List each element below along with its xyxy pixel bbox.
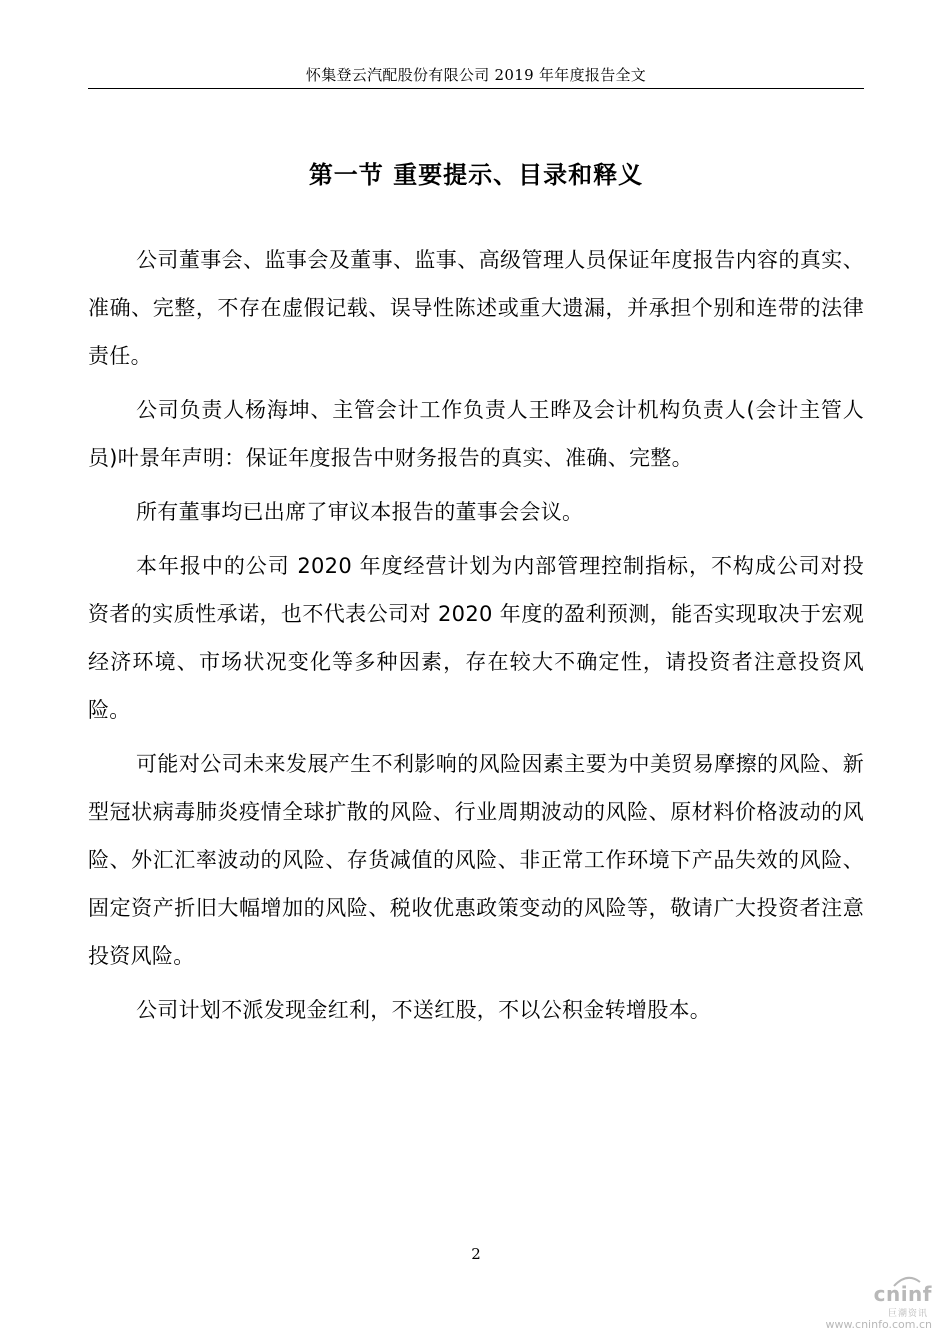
- paragraph-risk-factors: 可能对公司未来发展产生不利影响的风险因素主要为中美贸易摩擦的风险、新型冠状病毒肺炎疫情全球扩散的风险、行业周期波动的风险、原材料价格波动的风险、外汇汇率波动的风险、存货减值的风险、非正常工作环境下产品失效的风险、固定资产折旧大幅增加的风险、税收优惠政策变动的风险等，敬请广大投资者注意投资风险。: [88, 752, 864, 968]
- paragraph-dividend-plan: 公司计划不派发现金红利，不送红股，不以公积金转增股本。: [136, 998, 712, 1022]
- body-text: [88, 236, 864, 1040]
- paragraph-responsible-persons: 公司负责人杨海坤、主管会计工作负责人王晔及会计机构负责人(会计主管人员)叶景年声明：保证年度报告中财务报告的真实、准确、完整。: [88, 398, 864, 470]
- watermark-name: 巨潮资讯: [887, 1309, 928, 1319]
- header-rule: [88, 88, 864, 89]
- paragraph-board-guarantee: 公司董事会、监事会及董事、监事、高级管理人员保证年度报告内容的真实、准确、完整，不存在虚假记载、误导性陈述或重大遗漏，并承担个别和连带的法律责任。: [88, 248, 864, 368]
- paragraph-directors-attendance: 所有董事均已出席了审议本报告的董事会会议。: [136, 500, 584, 524]
- section-title: 第一节 重要提示、目录和释义: [308, 161, 644, 189]
- cninfo-watermark: [812, 1282, 932, 1334]
- running-header: 怀集登云汽配股份有限公司 2019 年年度报告全文: [305, 66, 647, 84]
- paragraph-business-plan: 本年报中的公司 2020 年度经营计划为内部管理控制指标，不构成公司对投资者的实质性承诺，也不代表公司对 2020 年度的盈利预测，能否实现取决于宏观经济环境、市场状况变化等多种因素，存在较大不确定性，请投资者注意投资风险。: [88, 554, 864, 722]
- watermark-logo: cninf: [873, 1282, 932, 1306]
- watermark-url: www.cninfo.com.cn: [825, 1318, 932, 1331]
- page-number: 2: [471, 1245, 481, 1263]
